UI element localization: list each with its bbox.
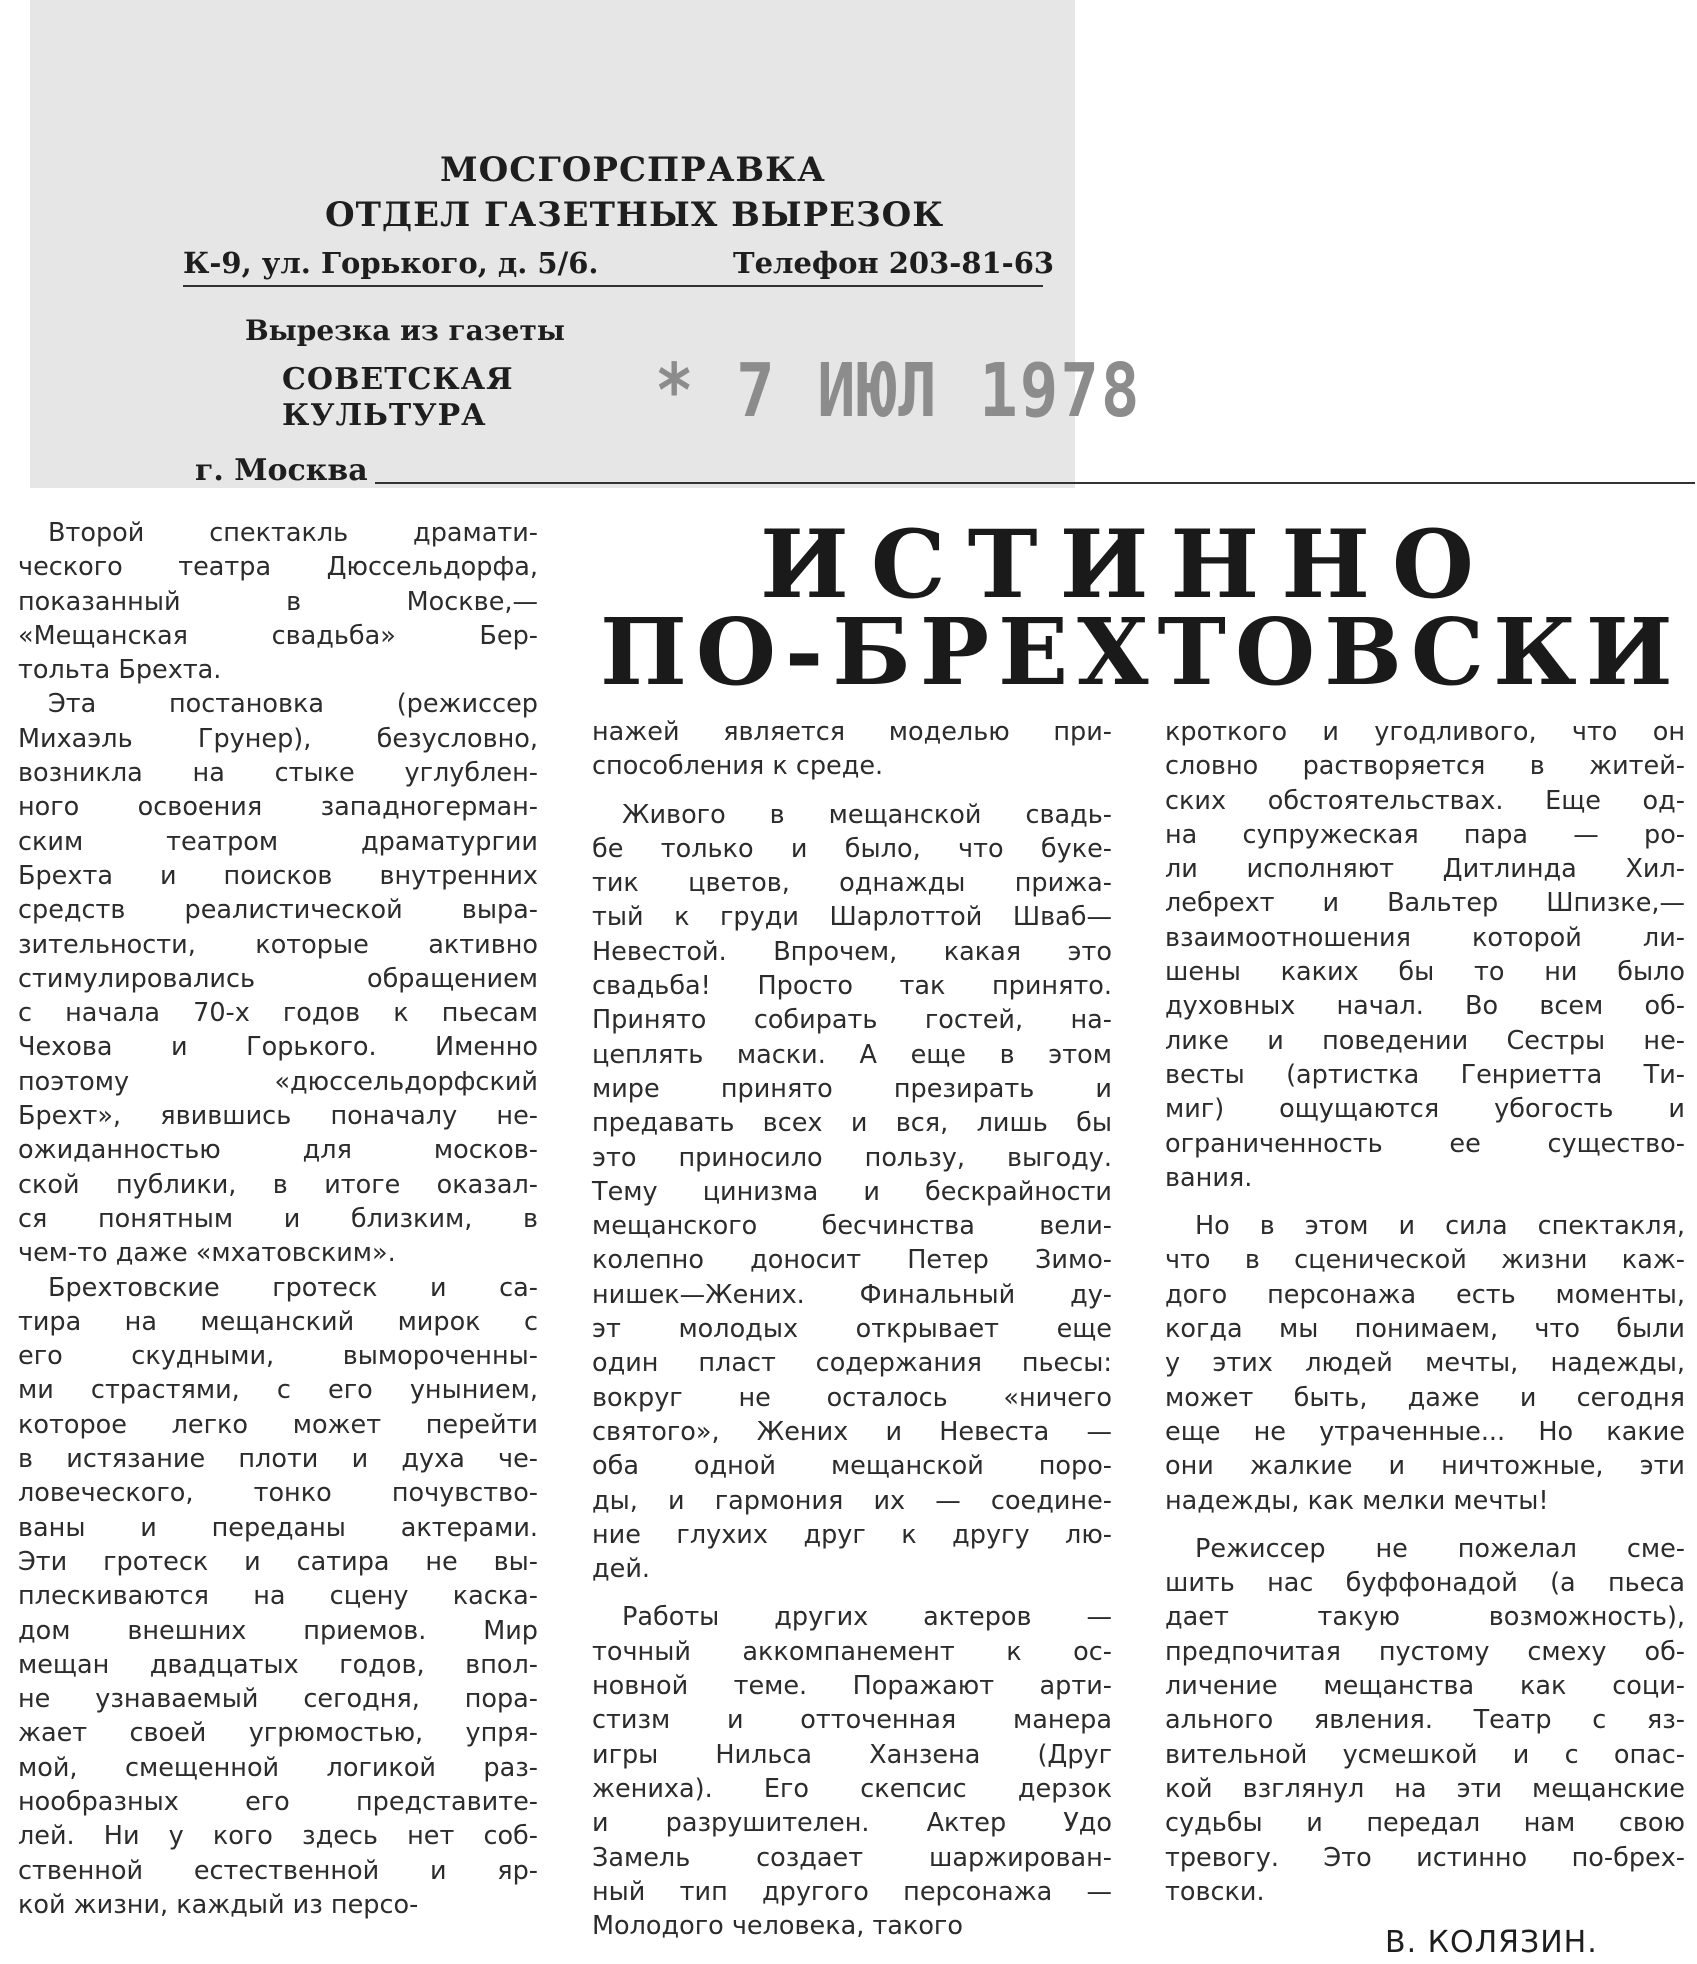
article-line: вительной усмешкой и с опас- <box>1165 1739 1685 1770</box>
paragraph-gap <box>592 1586 1112 1600</box>
article-line: стизм и отточенная манера <box>592 1705 1112 1736</box>
article-line: колепно доносит Петер Зимо- <box>592 1245 1112 1276</box>
article-line: ды, и гармония их — соедине- <box>592 1485 1112 1516</box>
city-underline <box>375 482 1695 484</box>
article-line: личение мещанства как соци- <box>1165 1671 1685 1702</box>
article-line: дом внешних приемов. Мир <box>18 1615 538 1646</box>
article-line: Но в этом и сила спектакля, <box>1195 1211 1685 1242</box>
article-line: средств реалистической выра- <box>18 895 538 926</box>
article-line: лике и поведении Сестры не- <box>1165 1025 1685 1056</box>
article-line: игры Нильса Ханзена (Друг <box>592 1739 1112 1770</box>
article-line: дает такую возможность), <box>1165 1602 1685 1633</box>
article-line: ожиданностью для москов- <box>18 1135 538 1166</box>
article-line: нообразных его представите- <box>18 1786 538 1817</box>
article-line: Работы других актеров — <box>622 1602 1112 1633</box>
article-line: ваны и переданы актерами. <box>18 1512 538 1543</box>
article-line: возникла на стыке углублен- <box>18 758 538 789</box>
article-line: Режиссер не пожелал сме- <box>1195 1533 1685 1564</box>
article-line: ального явления. Театр с яз- <box>1165 1705 1685 1736</box>
article-line: жает своей угрюмостью, упря- <box>18 1718 538 1749</box>
article-line: Чехова и Горького. Именно <box>18 1032 538 1063</box>
article-line: и разрушителен. Актер Удо <box>592 1808 1112 1839</box>
article-line: цеплять маски. А еще в этом <box>592 1039 1112 1070</box>
article-line: это приносило пользу, выгоду. <box>592 1142 1112 1173</box>
address: К-9, ул. Горького, д. 5/6. <box>183 246 599 280</box>
article-line: духовных начал. Во всем об- <box>1165 991 1685 1022</box>
article-line: шить нас буффонадой (а пьеса <box>1165 1568 1685 1599</box>
article-line: которое легко может перейти <box>18 1409 538 1440</box>
article-line: Живого в мещанской свадь- <box>622 799 1112 830</box>
article-line: ческого театра Дюссельдорфа, <box>18 552 538 583</box>
article-line: свадьба! Просто так принято. <box>592 971 1112 1002</box>
article-line: Молодого человека, такого <box>592 1911 963 1942</box>
article-line: тревогу. Это истинно по-брех- <box>1165 1842 1685 1873</box>
headline-line1: ИСТИННО <box>760 510 1496 620</box>
article-line: мире принято презирать и <box>592 1073 1112 1104</box>
article-line: ми страстями, с его унынием, <box>18 1375 538 1406</box>
article-line: показанный в Москве,— <box>18 586 538 617</box>
article-line: судьбы и передал нам свою <box>1165 1808 1685 1839</box>
article-line: точный аккомпанемент к ос- <box>592 1636 1112 1667</box>
article-line: ся понятным и близким, в <box>18 1203 538 1234</box>
article-line: ный тип другого персонажа — <box>592 1876 1112 1907</box>
article-line: взаимоотношения которой ли- <box>1165 922 1685 953</box>
article-line: чем-то даже «мхатовским». <box>18 1238 396 1269</box>
article-line: зительности, которые активно <box>18 929 538 960</box>
article-line: в истязание плоти и духа че- <box>18 1444 538 1475</box>
article-line: Эти гротеск и сатира не вы- <box>18 1546 538 1577</box>
date-stamp: * 7 ИЮЛ 1978 <box>655 349 1142 435</box>
article-line: на супружеская пара — ро- <box>1165 819 1685 850</box>
article-line: ловеческого, тонко почувство- <box>18 1478 538 1509</box>
article-line: Принято собирать гостей, на- <box>592 1005 1112 1036</box>
article-line: ние глухих друг к другу лю- <box>592 1519 1112 1550</box>
paragraph-gap <box>592 784 1112 798</box>
article-line: Эта постановка (режиссер <box>48 689 538 720</box>
article-line: весты (артистка Генриетта Ти- <box>1165 1059 1685 1090</box>
article-line: надежды, как мелки мечты! <box>1165 1485 1549 1516</box>
article-line: они жалкие и ничтожные, эти <box>1165 1451 1685 1482</box>
article-line: его скудными, вымороченны- <box>18 1341 538 1372</box>
article-line: способления к среде. <box>592 751 884 782</box>
article-line: жениха). Его скепсис дерзок <box>592 1773 1112 1804</box>
article-line: Второй спектакль драмати- <box>48 518 538 548</box>
article-line: новной теме. Поражают арти- <box>592 1671 1112 1702</box>
article-line: кой жизни, каждый из персо- <box>18 1889 419 1920</box>
article-column-2 <box>592 715 1112 1943</box>
paragraph-gap <box>1165 1195 1685 1209</box>
article-line: дей. <box>592 1554 650 1585</box>
article-line: ли исполняют Дитлинда Хил- <box>1165 854 1685 885</box>
article-line: словно растворяется в житей- <box>1165 751 1685 782</box>
article-line: бе только и было, что буке- <box>592 833 1112 864</box>
article-line: святого», Жених и Невеста — <box>592 1416 1112 1447</box>
newspaper-name-line2: КУЛЬТУРА <box>282 398 487 433</box>
article-line: с начала 70-х годов к пьесам <box>18 998 538 1029</box>
article-line: миг) ощущаются убогость и <box>1165 1094 1685 1125</box>
author-signature: В. КОЛЯЗИН. <box>1385 1925 1598 1960</box>
article-line: «Мещанская свадьба» Бер- <box>18 620 538 651</box>
article-line: Брехта и поисков внутренних <box>18 860 538 891</box>
article-line: может быть, даже и сегодня <box>1165 1382 1685 1413</box>
article-line: Замель создает шаржирован- <box>592 1842 1112 1873</box>
article-line: Невестой. Впрочем, какая это <box>592 936 1112 967</box>
phone: Телефон 203-81-63 <box>733 246 1055 280</box>
headline-line2: ПО-БРЕХТОВСКИ <box>600 598 1682 706</box>
article-line: стимулировались обращением <box>18 963 538 994</box>
address-underline <box>183 285 1043 287</box>
article-line: плескиваются на сцену каска- <box>18 1581 538 1612</box>
article-line: тик цветов, однажды прижа- <box>592 868 1112 899</box>
article-line: у этих людей мечты, надежды, <box>1165 1348 1685 1379</box>
department-name: ОТДЕЛ ГАЗЕТНЫХ ВЫРЕЗОК <box>325 195 945 235</box>
article-line: шены каких бы то ни было <box>1165 957 1685 988</box>
article-line: Брехт», явившись поначалу не- <box>18 1101 538 1132</box>
article-column-3 <box>1165 715 1685 1909</box>
article-line: мещан двадцатых годов, впол- <box>18 1649 538 1680</box>
article-line: Брехтовские гротеск и са- <box>48 1272 538 1303</box>
article-line: товски. <box>1165 1876 1265 1907</box>
article-line: ских обстоятельствах. Еще од- <box>1165 785 1685 816</box>
article-line: когда мы понимаем, что были <box>1165 1314 1685 1345</box>
article-column-1 <box>18 516 538 1922</box>
article-line: ного освоения западногерман- <box>18 792 538 823</box>
article-line: мой, смещенной логикой раз- <box>18 1752 538 1783</box>
newspaper-name-line1: СОВЕТСКАЯ <box>282 362 514 397</box>
organization-name: МОСГОРСПРАВКА <box>440 150 826 190</box>
article-line: оба одной мещанской поро- <box>592 1451 1112 1482</box>
article-line: тый к груди Шарлоттой Шваб— <box>592 902 1112 933</box>
article-line: не узнаваемый сегодня, пора- <box>18 1684 538 1715</box>
article-line: эт молодых открывает еще <box>592 1314 1112 1345</box>
paragraph-gap <box>1165 1518 1685 1532</box>
article-line: еще не утраченные... Но какие <box>1165 1416 1685 1447</box>
article-line: поэтому «дюссельдорфский <box>18 1066 538 1097</box>
article-line: вания. <box>1165 1162 1253 1193</box>
article-line: ограниченность ее существо- <box>1165 1128 1685 1159</box>
article-line: Тему цинизма и бескрайности <box>592 1176 1112 1207</box>
article-line: один пласт содержания пьесы: <box>592 1348 1112 1379</box>
article-line: предавать всех и вся, лишь бы <box>592 1108 1112 1139</box>
article-line: кроткого и угодливого, что он <box>1165 717 1685 747</box>
article-line: мещанского бесчинства вели- <box>592 1211 1112 1242</box>
article-line: Михаэль Грунер), безусловно, <box>18 723 538 754</box>
article-line: тира на мещанский мирок с <box>18 1306 538 1337</box>
city: г. Москва <box>195 453 368 488</box>
article-line: ским театром драматургии <box>18 826 538 857</box>
article-line: предпочитая пустому смеху об- <box>1165 1636 1685 1667</box>
article-line: ственной естественной и яр- <box>18 1855 538 1886</box>
article-line: нажей является моделью при- <box>592 717 1112 747</box>
article-line: вокруг не осталось «ничего <box>592 1382 1112 1413</box>
article-line: ской публики, в итоге оказал- <box>18 1169 538 1200</box>
article-line: кой взглянул на эти мещанские <box>1165 1773 1685 1804</box>
article-line: дого персонажа есть моменты, <box>1165 1279 1685 1310</box>
article-line: нишек—Жених. Финальный ду- <box>592 1279 1112 1310</box>
clip-label: Вырезка из газеты <box>245 314 565 347</box>
article-line: тольта Брехта. <box>18 655 222 686</box>
article-line: лебрехт и Вальтер Шпизке,— <box>1165 888 1685 919</box>
article-line: лей. Ни у кого здесь нет соб- <box>18 1821 538 1852</box>
article-line: что в сценической жизни каж- <box>1165 1245 1685 1276</box>
